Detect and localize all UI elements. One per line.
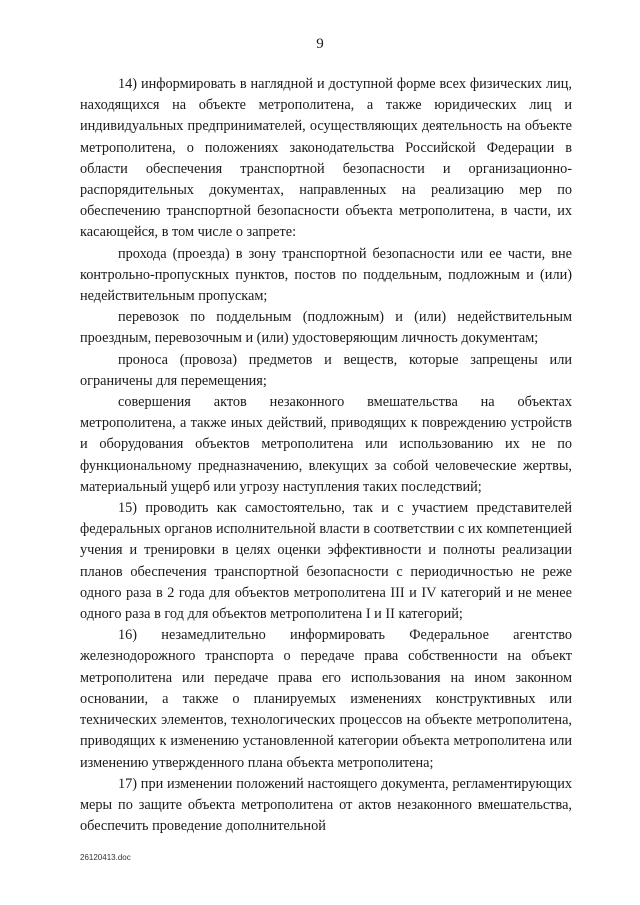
page-number: 9	[316, 36, 324, 52]
paragraph-items-ban: проноса (провоза) предметов и веществ, которые запрещены или ограничены для перемещения;	[80, 351, 572, 389]
paragraph-14: 14) информировать в наглядной и доступной форме всех физических лиц, находящихся на объекте метрополитена, а также юридических лиц и индивидуальных предпринимателей, осуществляющих деятельность на объекте метрополитена, о положениях законодательства Российской Федерации в области обеспечения транспортной безопасности и организационно-распорядительных документах, направленных на реализацию мер по обеспечению транспортной безопасности объекта метрополитена, в части, их касающейся, в том числе о запрете:	[80, 76, 572, 241]
document-body	[80, 74, 572, 837]
paragraph-16: 16) незамедлительно информировать Федеральное агентство железнодорожного транспорта о передаче права собственности на объект метрополитена или передаче права его использования на ином законном основании, а также о планируемых изменениях конструктивных или технических элементов, технологических процессов на объекте метрополитена, приводящих к изменению установленной категории объекта метрополитена или изменению утвержденного плана объекта метрополитена;	[80, 627, 572, 771]
paragraph-passage-ban: прохода (проезда) в зону транспортной безопасности или ее части, вне контрольно-пропускных пунктов, постов по поддельным, подложным и (или) недействительным пропускам;	[80, 245, 572, 305]
paragraph-17: 17) при изменении положений настоящего документа, регламентирующих меры по защите объекта метрополитена от актов незаконного вмешательства, обеспечить проведение дополнительной	[80, 775, 572, 835]
paragraph-interference-ban: совершения актов незаконного вмешательства на объектах метрополитена, а также иных действий, приводящих к повреждению устройств и оборудования объектов метрополитена или использованию их не по функциональному предназначению, влекущих за собой человеческие жертвы, материальный ущерб или угрозу наступления таких последствий;	[80, 394, 572, 495]
paragraph-15: 15) проводить как самостоятельно, так и с участием представителей федеральных органов исполнительной власти в соответствии с их компетенцией учения и тренировки в целях оценки эффективности и полноты реализации планов обеспечения транспортной безопасности с периодичностью не реже одного раза в 2 года для объектов метрополитена III и IV категорий и не менее одного раза в год для объектов метрополитена I и II категорий;	[80, 500, 572, 623]
footer-filename: 26120413.doc	[80, 853, 131, 862]
paragraph-transport-ban: перевозок по поддельным (подложным) и (или) недействительным проездным, перевозочным и (или) удостоверяющим личность документам;	[80, 309, 572, 347]
